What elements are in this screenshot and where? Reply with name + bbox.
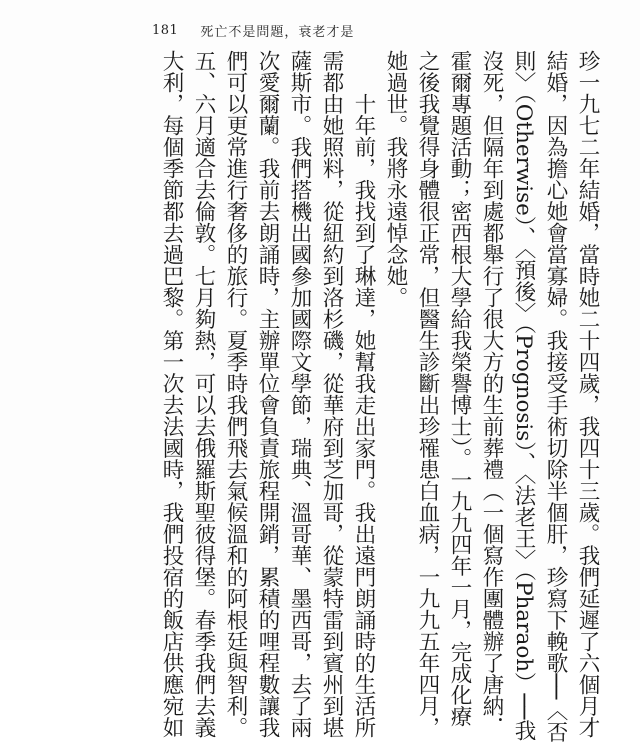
text-column: 薩斯市。我們搭機出國參加國際文學節，瑞典、溫哥華、墨西哥，去了兩 bbox=[287, 50, 312, 738]
text-column: 霍爾專題活動；密西根大學給我榮譽博士）。一九九四年一月，完成化療 bbox=[447, 50, 472, 728]
text-column: 大利，每個季節都去過巴黎。第一次去法國時，我們投宿的飯店供應宛如 bbox=[159, 50, 184, 738]
text-column: 五、六月適合去倫敦。七月夠熱，可以去俄羅斯聖彼得堡。春季我們去義 bbox=[191, 50, 216, 738]
page-header bbox=[152, 20, 580, 40]
text-column: 她過世。我將永遠悼念她。 bbox=[383, 50, 408, 308]
text-column: 十年前，我找到了琳達，她幫我走出家門。我出遠門朗誦時的生活所 bbox=[351, 93, 376, 738]
text-column: 們可以更常進行奢侈的旅行。夏季時我們飛去氣候溫和的阿根廷與智利。 bbox=[223, 50, 248, 738]
text-column: 需都由她照料，從紐約到洛杉磯，從華府到芝加哥，從蒙特雷到賓州到堪 bbox=[319, 50, 344, 738]
text-column: 之後我覺得身體很正常，但醫生診斷出珍罹患白血病，一九九五年四月， bbox=[415, 50, 440, 738]
text-column: 結婚，因為擔心她會當寡婦。我接受手術切除半個肝，珍寫下輓歌──〈否 bbox=[543, 50, 568, 742]
text-column: 沒死，但隔年到處都舉行了很大方的生前葬禮（一個寫作團體辦了唐納． bbox=[479, 50, 504, 738]
running-title: 死亡不是問題，衰老才是 bbox=[200, 24, 355, 40]
page-number: 181 bbox=[152, 22, 179, 38]
body-text bbox=[150, 50, 600, 742]
text-column: 珍一九七二年結婚，當時她二十四歲，我四十三歲。我們延遲了六個月才 bbox=[575, 50, 600, 738]
text-column: 則〉（Otherwise）、〈預後〉（Prognosis）、〈法老王〉（Pharaoh）──我 bbox=[511, 50, 536, 741]
text-column: 次愛爾蘭。我前去朗誦時，主辦單位會負責旅程開銷，累積的哩程數讓我 bbox=[255, 50, 280, 738]
